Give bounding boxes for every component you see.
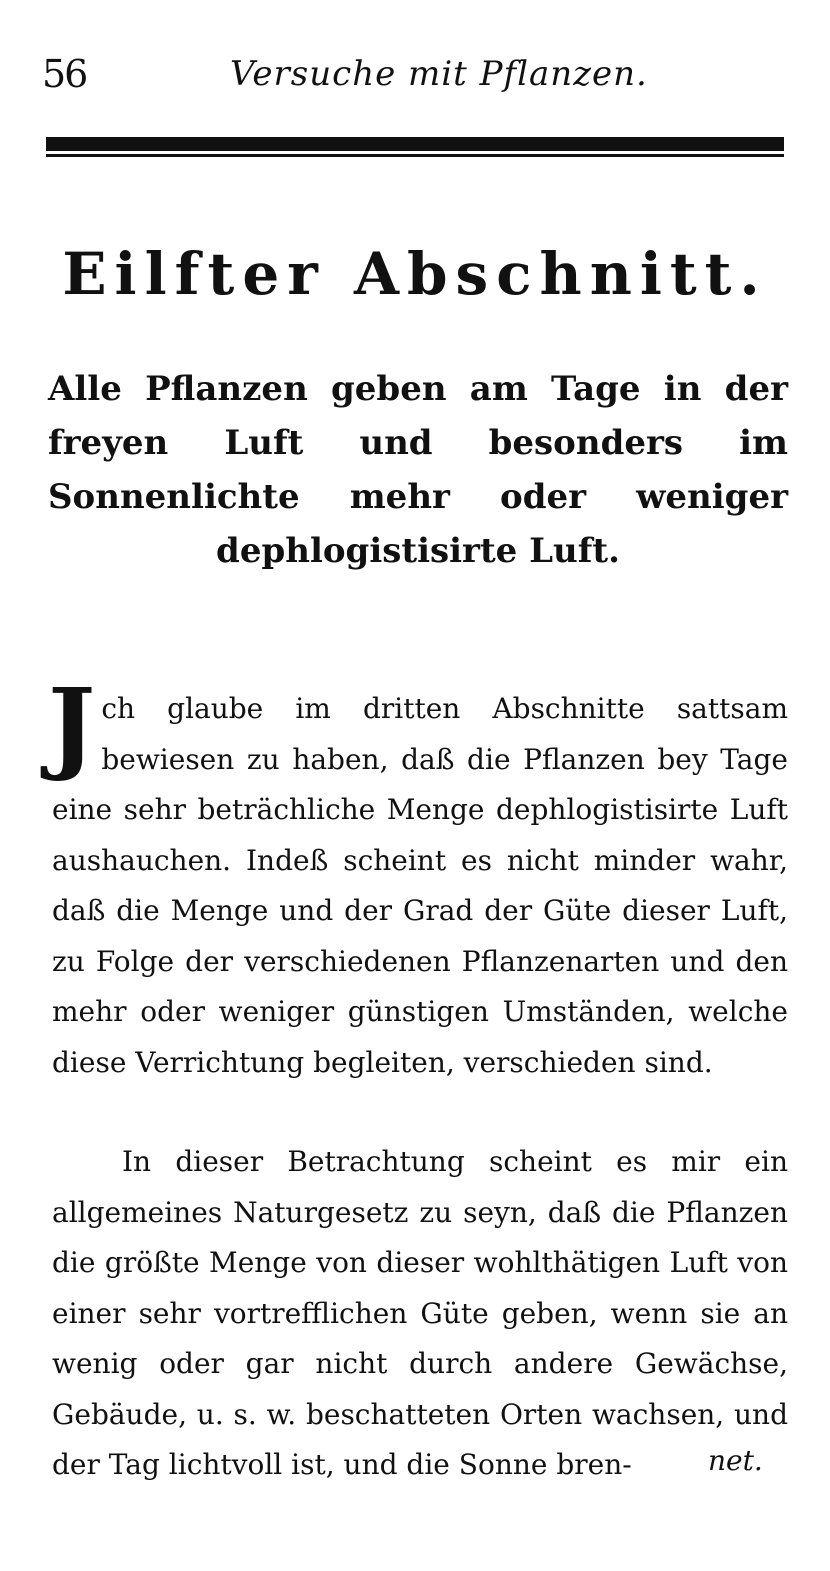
drop-cap-initial: J (48, 666, 96, 784)
body-paragraph-1 (48, 666, 788, 1088)
section-heading: Eilfter Abschnitt. (62, 240, 768, 308)
page-number: 56 (42, 52, 87, 96)
running-title: Versuche mit Pflanzen. (230, 54, 648, 94)
section-summary: Alle Pflanzen geben am Tage in der freyen Luft und besonders im Sonnenlichte mehr oder weniger dephlogistisirte Luft. (48, 369, 788, 571)
running-head (42, 52, 787, 102)
body-paragraph-2: In dieser Betrachtung scheint es mir ein allgemeines Naturgesetz zu seyn, daß die Pflanzen die größte Menge von dieser wohlthätigen Luft von einer sehr vortrefflichen Güte geben, wenn sie an wenig oder gar nicht durch andere Gewächse, Gebäude, u. s. w. beschatteten Orten wachsen, und der Tag lichtvoll ist, und die Sonne bren- (52, 1145, 788, 1481)
catchword: net. (708, 1444, 763, 1477)
body-paragraph-1-text: ch glaube im dritten Abschnitte sattsam bewiesen zu haben, daß die Pflanzen bey Tage eine sehr beträchliche Menge dephlogistisirte Luft aushauchen. Indeß scheint es nicht minder wahr, daß die Menge und der Grad der Güte dieser Luft, zu Folge der verschiedenen Pflanzenarten und den mehr oder weniger günstigen Umständen, welche diese Verrichtung begleiten, verschieden sind. (52, 692, 788, 1079)
header-rule-thick (46, 137, 784, 151)
header-rule-thin (46, 154, 784, 157)
